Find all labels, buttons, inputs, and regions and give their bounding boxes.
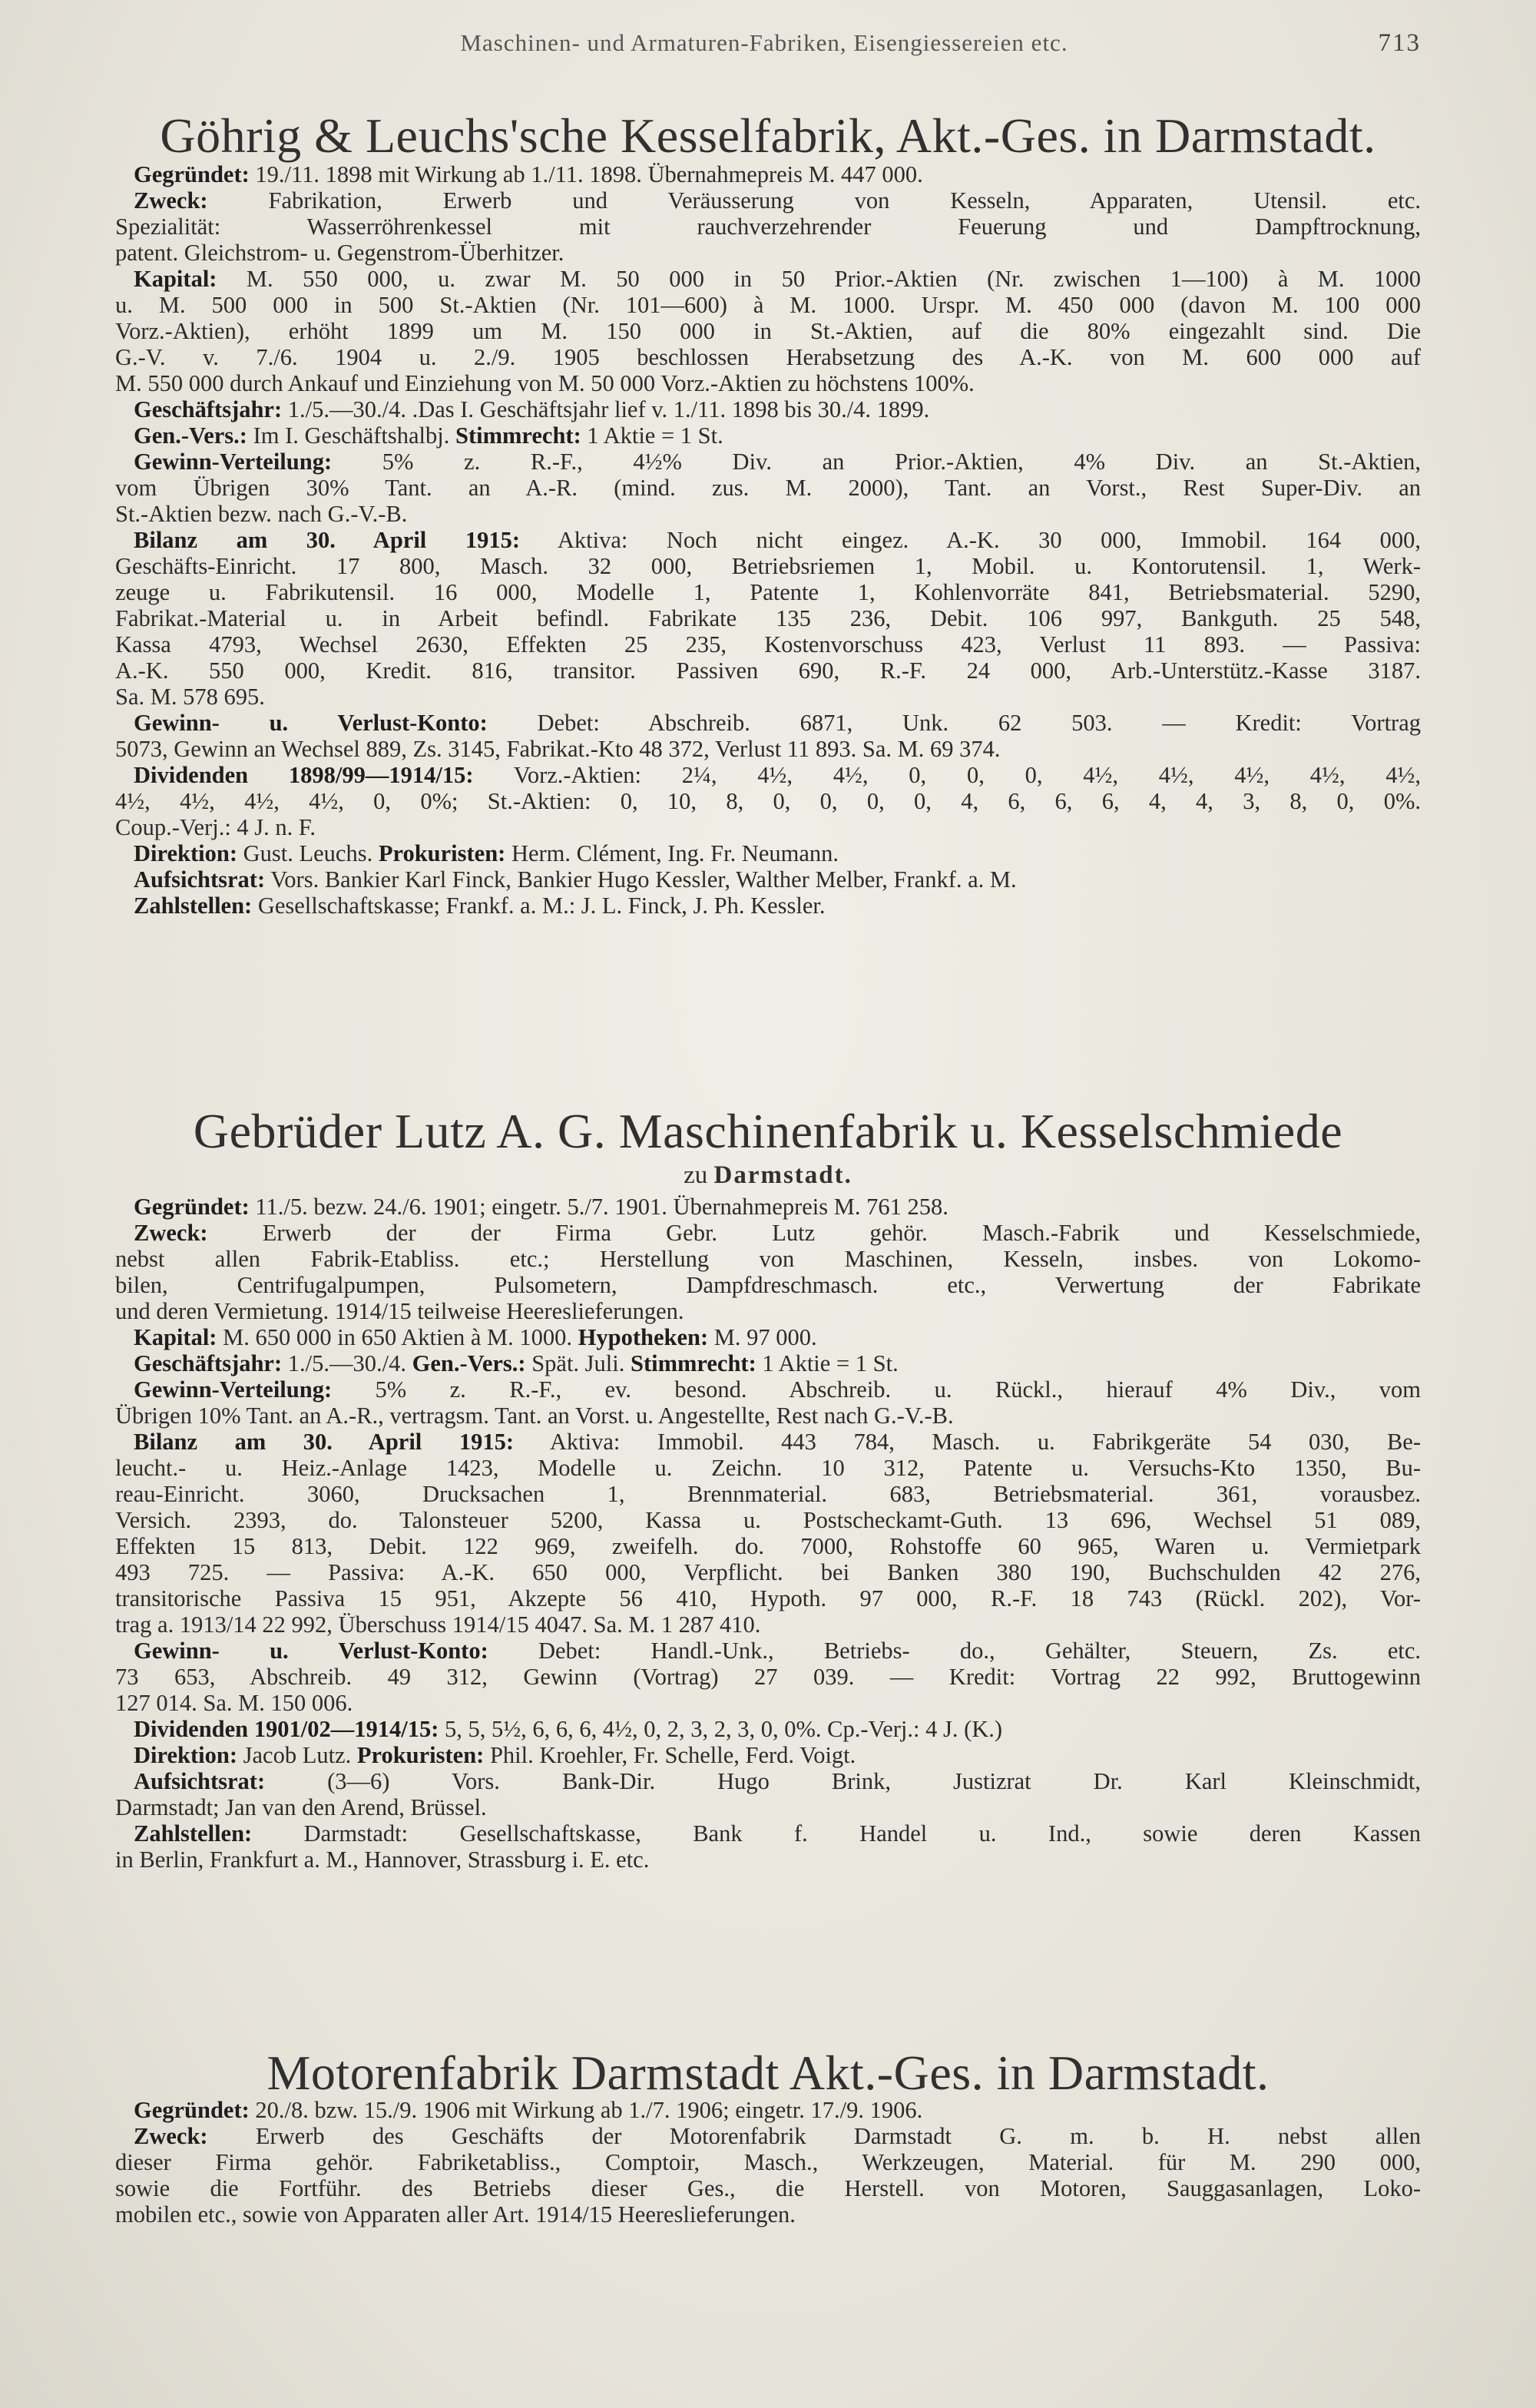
text-line: Zweck: Fabrikation, Erwerb und Veräusserung von Kesseln, Apparaten, Utensil. etc. xyxy=(134,187,1421,214)
text-line: Zweck: Erwerb des Geschäfts der Motorenfabrik Darmstadt G. m. b. H. nebst allen xyxy=(134,2123,1421,2149)
text-line: Geschäftsjahr: 1./5.—30./4. .Das I. Geschäftsjahr lief v. 1./11. 1898 bis 30./4. 1899. xyxy=(134,396,930,422)
text-line: transitorische Passiva 15 951, Akzepte 56 410, Hypoth. 97 000, R.-F. 18 743 (Rückl. 202), Vor- xyxy=(115,1585,1421,1611)
text-line: Bilanz am 30. April 1915: Aktiva: Immobil. 443 784, Masch. u. Fabrikgeräte 54 030, Be- xyxy=(134,1429,1421,1455)
text-line: Direktion: Gust. Leuchs. Prokuristen: Herm. Clément, Ing. Fr. Neumann. xyxy=(134,840,839,866)
text-line: u. M. 500 000 in 500 St.-Aktien (Nr. 101—600) à M. 1000. Urspr. M. 450 000 (davon M. 100 000 xyxy=(115,292,1421,318)
text-line: Bilanz am 30. April 1915: Aktiva: Noch nicht eingez. A.-K. 30 000, Immobil. 164 000, xyxy=(134,527,1422,553)
text-line: patent. Gleichstrom- u. Gegenstrom-Überhitzer. xyxy=(115,240,564,266)
text-line: Aufsichtsrat: Vors. Bankier Karl Finck, Bankier Hugo Kessler, Walther Melber, Frankf. a. M. xyxy=(134,866,1017,893)
text-line: Dividenden 1901/02—1914/15: 5, 5, 5½, 6, 6, 6, 4½, 0, 2, 3, 2, 3, 0, 0%. Cp.-Verj.: 4 J. (K.) xyxy=(134,1716,1003,1742)
text-line: Gewinn- u. Verlust-Konto: Debet: Handl.-Unk., Betriebs- do., Gehälter, Steuern, Zs. etc. xyxy=(134,1638,1421,1664)
text-line: Kapital: M. 550 000, u. zwar M. 50 000 in 50 Prior.-Aktien (Nr. zwischen 1—100) à M. 1000 xyxy=(134,266,1421,292)
text-line: Vorz.-Aktien), erhöht 1899 um M. 150 000 in St.-Aktien, auf die 80% eingezahlt sind. Die xyxy=(115,318,1421,344)
text-line: Aufsichtsrat: (3—6) Vors. Bank-Dir. Hugo Brink, Justizrat Dr. Karl Kleinschmidt, xyxy=(134,1768,1421,1794)
text-line: Kapital: M. 650 000 in 650 Aktien à M. 1000. Hypotheken: M. 97 000. xyxy=(134,1324,817,1350)
text-line: Darmstadt; Jan van den Arend, Brüssel. xyxy=(115,1794,487,1820)
text-line: Gegründet: 20./8. bzw. 15./9. 1906 mit Wirkung ab 1./7. 1906; eingetr. 17./9. 1906. xyxy=(134,2097,923,2123)
text-line: 5073, Gewinn an Wechsel 889, Zs. 3145, Fabrikat.-Kto 48 372, Verlust 11 893. Sa. M. 69 374. xyxy=(115,736,1001,762)
company-title: Gebrüder Lutz A. G. Maschinenfabrik u. Kesselschmiede xyxy=(193,1104,1343,1158)
subtitle-prefix: zu xyxy=(684,1161,708,1189)
text-line: nebst allen Fabrik-Etabliss. etc.; Herstellung von Maschinen, Kesseln, insbes. von Lokomo- xyxy=(115,1246,1421,1272)
text-line: in Berlin, Frankfurt a. M., Hannover, Strassburg i. E. etc. xyxy=(115,1847,650,1873)
text-line: Coup.-Verj.: 4 J. n. F. xyxy=(115,814,316,840)
text-line: trag a. 1913/14 22 992, Überschuss 1914/15 4047. Sa. M. 1 287 410. xyxy=(115,1611,761,1638)
text-line: Kassa 4793, Wechsel 2630, Effekten 25 235, Kostenvorschuss 423, Verlust 11 893. — Passiva: xyxy=(115,631,1421,657)
text-line: reau-Einricht. 3060, Drucksachen 1, Brennmaterial. 683, Betriebsmaterial. 361, vorausbez. xyxy=(115,1481,1421,1507)
text-line: Zahlstellen: Darmstadt: Gesellschaftskasse, Bank f. Handel u. Ind., sowie deren Kassen xyxy=(134,1820,1421,1847)
text-line: Gewinn-Verteilung: 5% z. R.-F., ev. besond. Abschreib. u. Rückl., hierauf 4% Div., vom xyxy=(134,1376,1421,1403)
text-line: bilen, Centrifugalpumpen, Pulsometern, Dampfdreschmasch. etc., Verwertung der Fabrikate xyxy=(115,1272,1421,1298)
text-line: sowie die Fortführ. des Betriebs dieser Ges., die Herstell. von Motoren, Sauggasanlagen, Loko- xyxy=(115,2175,1421,2201)
text-line: 4½, 4½, 4½, 4½, 0, 0%; St.-Aktien: 0, 10, 8, 0, 0, 0, 0, 4, 6, 6, 6, 4, 4, 3, 8, 0, 0%. xyxy=(115,788,1421,814)
company-title: Motorenfabrik Darmstadt Akt.-Ges. in Darmstadt. xyxy=(266,2045,1270,2100)
text-line: Gegründet: 19./11. 1898 mit Wirkung ab 1./11. 1898. Übernahmepreis M. 447 000. xyxy=(134,161,923,187)
text-line: Gewinn- u. Verlust-Konto: Debet: Abschreib. 6871, Unk. 62 503. — Kredit: Vortrag xyxy=(134,710,1421,736)
entry-body xyxy=(115,2097,1421,2227)
text-line: Geschäftsjahr: 1./5.—30./4. Gen.-Vers.: Spät. Juli. Stimmrecht: 1 Aktie = 1 St. xyxy=(134,1350,899,1376)
entry-body xyxy=(115,161,1421,919)
text-line: mobilen etc., sowie von Apparaten aller Art. 1914/15 Heereslieferungen. xyxy=(115,2201,796,2227)
text-line: Dividenden 1898/99—1914/15: Vorz.-Aktien: 2¼, 4½, 4½, 0, 0, 0, 4½, 4½, 4½, 4½, 4½, xyxy=(134,762,1421,788)
text-line: zeuge u. Fabrikutensil. 16 000, Modelle 1, Patente 1, Kohlenvorräte 841, Betriebsmaterial. 5290, xyxy=(115,579,1421,605)
text-line: Übrigen 10% Tant. an A.-R., vertragsm. Tant. an Vorst. u. Angestellte, Rest nach G.-V.-B. xyxy=(115,1403,954,1429)
text-line: Geschäfts-Einricht. 17 800, Masch. 32 000, Betriebsriemen 1, Mobil. u. Kontorutensil. 1, Werk- xyxy=(115,553,1421,579)
text-line: Sa. M. 578 695. xyxy=(115,684,265,710)
text-line: 493 725. — Passiva: A.-K. 650 000, Verpflicht. bei Banken 380 190, Buchschulden 42 276, xyxy=(115,1559,1421,1585)
text-line: Zweck: Erwerb der der Firma Gebr. Lutz gehör. Masch.-Fabrik und Kesselschmiede, xyxy=(134,1220,1421,1246)
text-line: vom Übrigen 30% Tant. an A.-R. (mind. zus. M. 2000), Tant. an Vorst., Rest Super-Div. an xyxy=(115,475,1421,501)
text-line: A.-K. 550 000, Kredit. 816, transitor. Passiven 690, R.-F. 24 000, Arb.-Unterstütz.-Kasse 3187. xyxy=(115,657,1421,684)
company-title: Göhrig & Leuchs'sche Kesselfabrik, Akt.-Ges. in Darmstadt. xyxy=(160,108,1376,163)
page-number: 713 xyxy=(1378,29,1421,57)
subtitle-place: Darmstadt. xyxy=(713,1161,852,1189)
header-title: Maschinen- und Armaturen-Fabriken, Eisengiessereien etc. xyxy=(460,29,1068,56)
text-line: Fabrikat.-Material u. in Arbeit befindl. Fabrikate 135 236, Debit. 106 997, Bankguth. 25 548, xyxy=(115,605,1421,631)
text-line: G.-V. v. 7./6. 1904 u. 2./9. 1905 beschlossen Herabsetzung des A.-K. von M. 600 000 auf xyxy=(115,344,1421,370)
text-line: Gen.-Vers.: Im I. Geschäftshalbj. Stimmrecht: 1 Aktie = 1 St. xyxy=(134,422,723,449)
text-line: Effekten 15 813, Debit. 122 969, zweifelh. do. 7000, Rohstoffe 60 965, Waren u. Vermietpark xyxy=(115,1533,1421,1559)
text-line: M. 550 000 durch Ankauf und Einziehung von M. 50 000 Vorz.-Aktien zu höchstens 100%. xyxy=(115,370,975,396)
text-line: Gegründet: 11./5. bezw. 24./6. 1901; eingetr. 5./7. 1901. Übernahmepreis M. 761 258. xyxy=(134,1194,948,1220)
text-line: dieser Firma gehör. Fabriketabliss., Comptoir, Masch., Werkzeugen, Material. für M. 290 000, xyxy=(115,2149,1421,2175)
text-line: St.-Aktien bezw. nach G.-V.-B. xyxy=(115,501,408,527)
text-line: leucht.- u. Heiz.-Anlage 1423, Modelle u. Zeichn. 10 312, Patente u. Versuchs-Kto 1350, Bu- xyxy=(115,1455,1421,1481)
text-line: 73 653, Abschreib. 49 312, Gewinn (Vortrag) 27 039. — Kredit: Vortrag 22 992, Bruttogewinn xyxy=(115,1664,1421,1690)
text-line: Gewinn-Verteilung: 5% z. R.-F., 4½% Div. an Prior.-Aktien, 4% Div. an St.-Aktien, xyxy=(134,449,1421,475)
text-line: und deren Vermietung. 1914/15 teilweise Heereslieferungen. xyxy=(115,1298,684,1324)
running-header xyxy=(108,29,1421,68)
text-line: Direktion: Jacob Lutz. Prokuristen: Phil. Kroehler, Fr. Schelle, Ferd. Voigt. xyxy=(134,1742,856,1768)
text-line: Versich. 2393, do. Talonsteuer 5200, Kassa u. Postscheckamt-Guth. 13 696, Wechsel 51 089, xyxy=(115,1507,1421,1533)
text-line: Zahlstellen: Gesellschaftskasse; Frankf. a. M.: J. L. Finck, J. Ph. Kessler. xyxy=(134,893,826,919)
company-subtitle xyxy=(46,1161,1490,1190)
text-line: 127 014. Sa. M. 150 006. xyxy=(115,1690,353,1716)
text-line: Spezialität: Wasserröhrenkessel mit rauchverzehrender Feuerung und Dampftrocknung, xyxy=(115,214,1421,240)
entry-body xyxy=(115,1194,1421,1873)
